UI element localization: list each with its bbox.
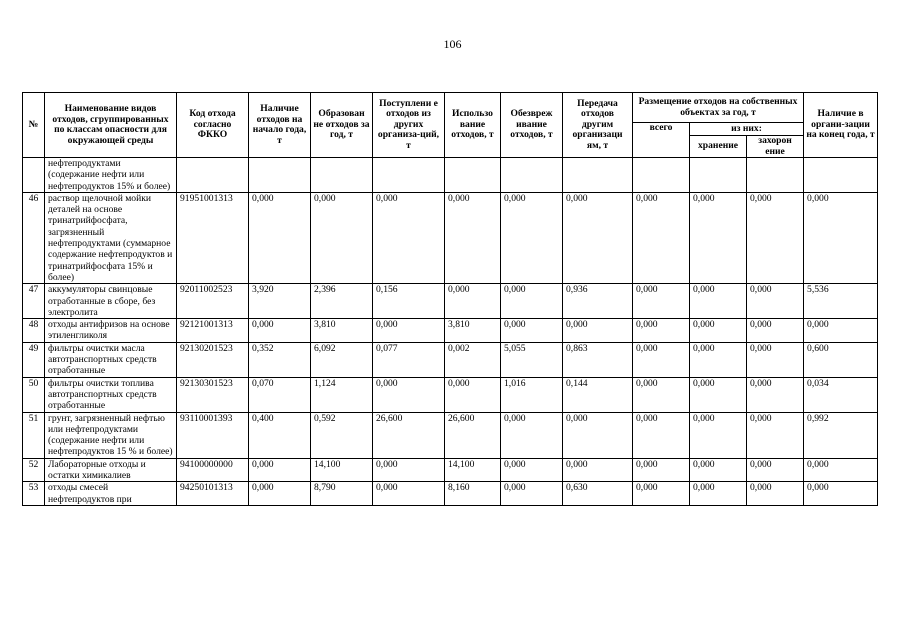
storage-value: 0,000 — [690, 377, 747, 412]
transferred-value: 0,936 — [563, 284, 633, 319]
table-row — [23, 377, 878, 412]
received-value: 0,156 — [373, 284, 445, 319]
stock-start-value: 3,920 — [249, 284, 311, 319]
burial-value: 0,000 — [747, 412, 804, 458]
stock-end-value: 0,992 — [804, 412, 878, 458]
waste-name: Лабораторные отходы и остатки химикалиев — [45, 458, 177, 482]
stock-end-value — [804, 158, 878, 193]
fkko-code: 92130301523 — [177, 377, 249, 412]
table-row — [23, 192, 878, 283]
fkko-code: 94100000000 — [177, 458, 249, 482]
waste-name: раствор щелочной мойки деталей на основе тринатрийфосфата, загрязненный нефтепродуктами (суммарное содержание нефтепродуктов и тринатрийфосфата 15% и более) — [45, 192, 177, 283]
row-number: 48 — [23, 319, 45, 343]
row-number: 49 — [23, 342, 45, 377]
generated-value: 8,790 — [311, 482, 373, 506]
received-value: 0,000 — [373, 377, 445, 412]
used-value: 0,000 — [445, 377, 501, 412]
neutralized-value: 0,000 — [501, 319, 563, 343]
stock-start-value: 0,352 — [249, 342, 311, 377]
received-value: 0,000 — [373, 458, 445, 482]
col-header-used: Использо вание отходов, т — [445, 93, 501, 158]
row-number: 53 — [23, 482, 45, 506]
col-header-transferred: Передача отходов другим организаци ям, т — [563, 93, 633, 158]
transferred-value: 0,000 — [563, 412, 633, 458]
waste-name: фильтры очистки масла автотранспортных средств отработанные — [45, 342, 177, 377]
generated-value: 14,100 — [311, 458, 373, 482]
received-value: 26,600 — [373, 412, 445, 458]
stock-start-value: 0,000 — [249, 319, 311, 343]
col-header-placement-total: всего — [633, 123, 690, 158]
neutralized-value: 5,055 — [501, 342, 563, 377]
stock-start-value: 0,070 — [249, 377, 311, 412]
row-number: 47 — [23, 284, 45, 319]
generated-value: 0,000 — [311, 192, 373, 283]
col-header-generated: Образован не отходов за год, т — [311, 93, 373, 158]
table-row — [23, 284, 878, 319]
placement-total-value: 0,000 — [633, 284, 690, 319]
neutralized-value — [501, 158, 563, 193]
storage-value: 0,000 — [690, 192, 747, 283]
transferred-value: 0,144 — [563, 377, 633, 412]
burial-value — [747, 158, 804, 193]
transferred-value: 0,000 — [563, 319, 633, 343]
generated-value: 6,092 — [311, 342, 373, 377]
storage-value — [690, 158, 747, 193]
burial-value: 0,000 — [747, 192, 804, 283]
placement-total-value: 0,000 — [633, 482, 690, 506]
row-number: 46 — [23, 192, 45, 283]
burial-value: 0,000 — [747, 458, 804, 482]
stock-start-value: 0,000 — [249, 192, 311, 283]
col-header-name: Наименование видов отходов, сгруппированных по классам опасности для окружающей среды — [45, 93, 177, 158]
storage-value: 0,000 — [690, 482, 747, 506]
received-value: 0,000 — [373, 192, 445, 283]
stock-end-value: 0,000 — [804, 482, 878, 506]
waste-name: аккумуляторы свинцовые отработанные в сборе, без электролита — [45, 284, 177, 319]
used-value: 3,810 — [445, 319, 501, 343]
stock-end-value: 0,000 — [804, 192, 878, 283]
stock-end-value: 0,000 — [804, 458, 878, 482]
row-number: 51 — [23, 412, 45, 458]
storage-value: 0,000 — [690, 284, 747, 319]
stock-end-value: 0,600 — [804, 342, 878, 377]
received-value — [373, 158, 445, 193]
table-row — [23, 319, 878, 343]
placement-total-value: 0,000 — [633, 192, 690, 283]
placement-total-value: 0,000 — [633, 377, 690, 412]
waste-name: отходы смесей нефтепродуктов при — [45, 482, 177, 506]
col-header-storage: хранение — [690, 136, 747, 158]
col-header-stock-start: Наличие отходов на начало года, т — [249, 93, 311, 158]
storage-value: 0,000 — [690, 458, 747, 482]
page-number: 106 — [443, 37, 462, 51]
used-value: 0,002 — [445, 342, 501, 377]
generated-value: 0,592 — [311, 412, 373, 458]
burial-value: 0,000 — [747, 342, 804, 377]
stock-end-value: 5,536 — [804, 284, 878, 319]
waste-name: фильтры очистки топлива автотранспортных средств отработанные — [45, 377, 177, 412]
stock-start-value: 0,400 — [249, 412, 311, 458]
fkko-code — [177, 158, 249, 193]
row-number: 52 — [23, 458, 45, 482]
table-row — [23, 342, 878, 377]
placement-total-value: 0,000 — [633, 319, 690, 343]
neutralized-value: 0,000 — [501, 458, 563, 482]
table-row — [23, 158, 878, 193]
burial-value: 0,000 — [747, 284, 804, 319]
neutralized-value: 0,000 — [501, 482, 563, 506]
col-header-placement: Размещение отходов на собственных объектах за год, т — [633, 93, 804, 123]
fkko-code: 92121001313 — [177, 319, 249, 343]
row-number: 50 — [23, 377, 45, 412]
table-body — [23, 158, 878, 506]
stock-start-value: 0,000 — [249, 458, 311, 482]
generated-value: 3,810 — [311, 319, 373, 343]
placement-total-value: 0,000 — [633, 458, 690, 482]
neutralized-value: 0,000 — [501, 284, 563, 319]
fkko-code: 92130201523 — [177, 342, 249, 377]
placement-total-value — [633, 158, 690, 193]
generated-value: 1,124 — [311, 377, 373, 412]
used-value: 14,100 — [445, 458, 501, 482]
burial-value: 0,000 — [747, 319, 804, 343]
col-header-received: Поступлени е отходов из других организа-ций, т — [373, 93, 445, 158]
neutralized-value: 0,000 — [501, 412, 563, 458]
received-value: 0,077 — [373, 342, 445, 377]
used-value — [445, 158, 501, 193]
used-value: 8,160 — [445, 482, 501, 506]
neutralized-value: 1,016 — [501, 377, 563, 412]
waste-name: нефтепродуктами (содержание нефти или нефтепродуктов 15% и более) — [45, 158, 177, 193]
row-number — [23, 158, 45, 193]
table-row — [23, 482, 878, 506]
storage-value: 0,000 — [690, 319, 747, 343]
storage-value: 0,000 — [690, 342, 747, 377]
transferred-value: 0,630 — [563, 482, 633, 506]
stock-end-value: 0,000 — [804, 319, 878, 343]
table-row — [23, 412, 878, 458]
stock-end-value: 0,034 — [804, 377, 878, 412]
col-header-neutralized: Обезвреж ивание отходов, т — [501, 93, 563, 158]
fkko-code: 94250101313 — [177, 482, 249, 506]
received-value: 0,000 — [373, 319, 445, 343]
used-value: 26,600 — [445, 412, 501, 458]
transferred-value: 0,000 — [563, 458, 633, 482]
placement-total-value: 0,000 — [633, 342, 690, 377]
burial-value: 0,000 — [747, 377, 804, 412]
col-header-burial: захорон ение — [747, 136, 804, 158]
neutralized-value: 0,000 — [501, 192, 563, 283]
generated-value: 2,396 — [311, 284, 373, 319]
table-row — [23, 458, 878, 482]
table-header — [23, 93, 878, 158]
col-header-stock-end: Наличие в органи-зации на конец года, т — [804, 93, 878, 158]
transferred-value: 0,863 — [563, 342, 633, 377]
fkko-code: 93110001393 — [177, 412, 249, 458]
transferred-value — [563, 158, 633, 193]
waste-name: отходы антифризов на основе этиленгликоля — [45, 319, 177, 343]
transferred-value: 0,000 — [563, 192, 633, 283]
used-value: 0,000 — [445, 192, 501, 283]
col-header-of-them: из них: — [690, 123, 804, 136]
received-value: 0,000 — [373, 482, 445, 506]
placement-total-value: 0,000 — [633, 412, 690, 458]
stock-start-value: 0,000 — [249, 482, 311, 506]
waste-name: грунт, загрязненный нефтью или нефтепродуктами (содержание нефти или нефтепродуктов 15 % и более) — [45, 412, 177, 458]
used-value: 0,000 — [445, 284, 501, 319]
fkko-code: 91951001313 — [177, 192, 249, 283]
col-header-no: № — [23, 93, 45, 158]
stock-start-value — [249, 158, 311, 193]
burial-value: 0,000 — [747, 482, 804, 506]
waste-balance-table — [22, 92, 878, 506]
col-header-code: Код отхода согласно ФККО — [177, 93, 249, 158]
storage-value: 0,000 — [690, 412, 747, 458]
generated-value — [311, 158, 373, 193]
fkko-code: 92011002523 — [177, 284, 249, 319]
